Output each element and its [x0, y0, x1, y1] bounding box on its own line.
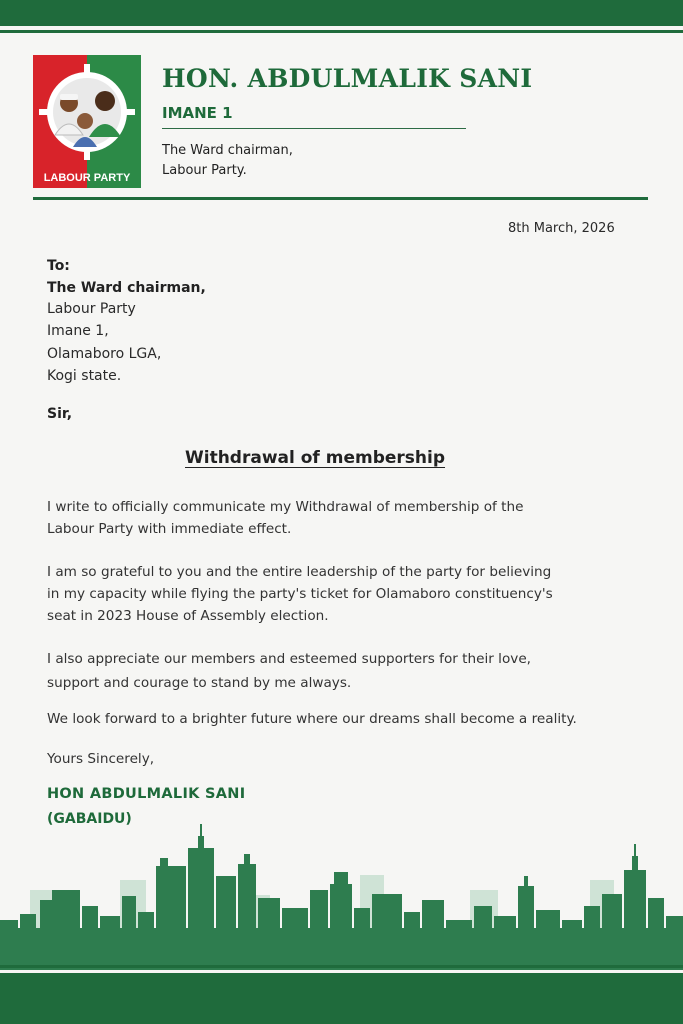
top-green-band [0, 0, 683, 26]
top-green-line [0, 30, 683, 33]
labour-party-logo-icon [33, 55, 141, 188]
letterhead-role-line2: Labour Party. [162, 163, 247, 178]
recipient-line: Labour Party [47, 301, 136, 317]
letter-subject: Withdrawal of membership [185, 448, 446, 468]
recipient-line: Imane 1, [47, 323, 109, 339]
signer-name: HON ABDULMALIK SANI [47, 786, 246, 802]
to-label: To: [47, 258, 70, 274]
city-skyline-icon [0, 820, 683, 970]
body-paragraph: I also appreciate our members and esteemed supporters for their love, support and courage to stand by me always. [47, 651, 531, 691]
recipient-line: The Ward chairman, [47, 280, 206, 296]
recipient-line: Kogi state. [47, 368, 122, 384]
letter-date: 8th March, 2026 [508, 221, 615, 236]
salutation: Sir, [47, 406, 73, 422]
signer-nickname: (GABAIDU) [47, 811, 132, 827]
letterhead-ward: IMANE 1 [162, 104, 233, 122]
letterhead-separator [162, 128, 466, 129]
recipient-line: Olamaboro LGA, [47, 346, 162, 362]
bottom-green-line [0, 965, 683, 968]
bottom-green-band [0, 973, 683, 1024]
letterhead-role-line1: The Ward chairman, [162, 143, 293, 158]
letterhead-rule [33, 197, 648, 200]
logo-text: LABOUR PARTY [43, 172, 131, 184]
body-paragraph: I write to officially communicate my Withdrawal of membership of the Labour Party with immediate effect. [47, 499, 524, 537]
letterhead-name: HON. ABDULMALIK SANI [162, 64, 533, 93]
body-paragraph: We look forward to a brighter future where our dreams shall become a reality. [47, 711, 577, 727]
closing: Yours Sincerely, [47, 751, 155, 767]
body-paragraph: I am so grateful to you and the entire leadership of the party for believing in my capacity while flying the party's ticket for Olamaboro constituency's seat in 2023 House of Assembly election. [47, 564, 553, 624]
